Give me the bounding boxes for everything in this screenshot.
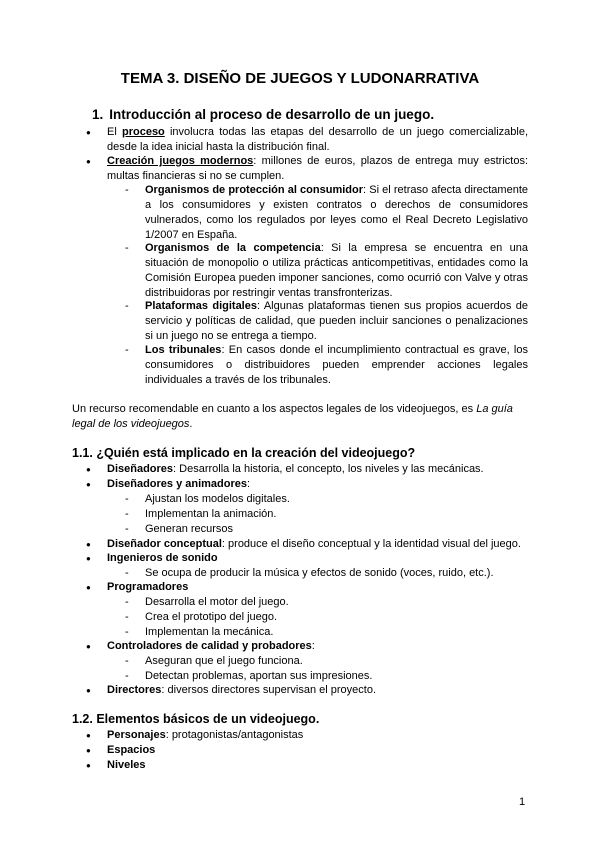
section-1-title: Introducción al proceso de desarrollo de un juego. (109, 107, 435, 122)
list-item: ● Diseñador conceptual: produce el diseño conceptual y la identidad visual del juego. (107, 537, 521, 552)
section-1-heading (92, 107, 434, 122)
sub-list-item: - Generan recursos (145, 522, 233, 537)
list-item: ● Niveles (107, 758, 146, 773)
section-1-2-heading: 1.2. Elementos básicos de un videojuego. (72, 712, 320, 726)
sub-list-item: - Ajustan los modelos digitales. (145, 492, 290, 507)
list-item: ● Espacios (107, 743, 155, 758)
sub-list-item: - Se ocupa de producir la música y efectos de sonido (voces, ruido, etc.). (145, 566, 494, 581)
sub-list-item: - Implementan la mecánica. (145, 625, 273, 640)
list-item: ● Creación juegos modernos: millones de euros, plazos de entrega muy estrictos: multas financieras si no se cumplen. (107, 154, 528, 184)
list-item: ● Programadores (107, 580, 188, 595)
list-item: ● Directores: diversos directores supervisan el proyecto. (107, 683, 376, 698)
term-proceso: proceso (121, 126, 165, 138)
sub-list-item: - Aseguran que el juego funciona. (145, 654, 303, 669)
list-item: ● Ingenieros de sonido (107, 551, 218, 566)
sub-list-item: - Organismos de protección al consumidor: Si el retraso afecta directamente a los consumidores y existen contratos o derechos de consumidores vulnerados, como los regulados por leyes como el Real Decreto Legislativo 1/2007 en España. (145, 183, 528, 243)
paragraph-recurso: Un recurso recomendable en cuanto a los aspectos legales de los videojuegos, es La guía legal de los videojuegos. (72, 403, 513, 430)
term-creacion: Creación juegos modernos (107, 155, 254, 167)
section-1-number: 1. (92, 107, 104, 122)
sub-list-item: - Implementan la animación. (145, 507, 276, 522)
sub-list-item: - Plataformas digitales: Algunas plataformas tienen sus propios acuerdos de servicio y políticas de calidad, que pueden incluir sanciones o penalizaciones si un juego no se entrega a tiempo. (145, 299, 528, 344)
page-number: 1 (519, 796, 526, 808)
document-title: TEMA 3. DISEÑO DE JUEGOS Y LUDONARRATIVA (120, 70, 480, 87)
sub-list-item: - Detectan problemas, aportan sus impresiones. (145, 669, 372, 684)
section-1-1-heading: 1.1. ¿Quién está implicado en la creación del videojuego? (72, 446, 416, 460)
guide-title: La guía legal de los videojuegos (72, 403, 513, 430)
sub-list-item: - Los tribunales: En casos donde el incumplimiento contractual es grave, los consumidores o distribuidores pueden emprender acciones legales individuales a través de los tribunales. (145, 343, 528, 388)
list-item: ● Personajes: protagonistas/antagonistas (107, 728, 303, 743)
sub-list-item: - Desarrolla el motor del juego. (145, 595, 289, 610)
list-item: ● Controladores de calidad y probadores: (107, 639, 315, 654)
sub-list-item: - Crea el prototipo del juego. (145, 610, 277, 625)
sub-list-item: - Organismos de la competencia: Si la empresa se encuentra en una situación de monopolio o utiliza prácticas anticompetitivas, entidades como la Comisión Europea pueden imponer sanciones, como ocurrió con Valve y otras distribuidoras por restringir ventas transfronterizas. (145, 241, 528, 301)
list-item: ● Diseñadores y animadores: (107, 477, 250, 492)
list-item: ● El proceso involucra todas las etapas del desarrollo de un juego comercializable, desde la idea inicial hasta la distribución final. (107, 125, 528, 155)
list-item: ● Diseñadores: Desarrolla la historia, el concepto, los niveles y las mecánicas. (107, 462, 484, 477)
